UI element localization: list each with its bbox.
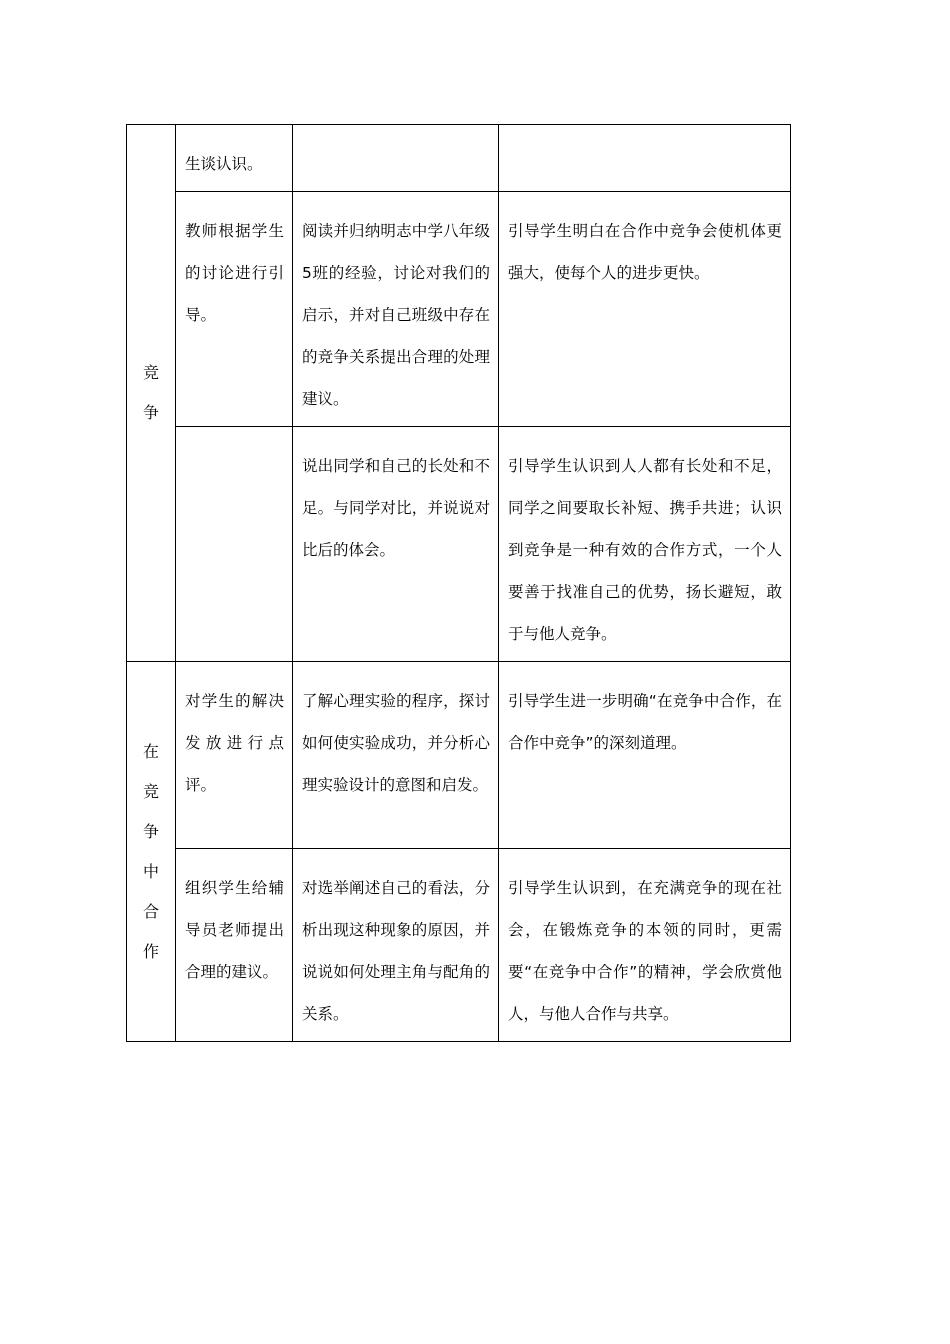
section-label-cooperation: 在竞争中合作: [127, 662, 176, 1042]
teacher-activity-cell: [176, 427, 293, 662]
teacher-activity-cell: 对学生的解决发放进行点评。: [176, 662, 293, 849]
design-intent-cell: 引导学生明白在合作中竞争会使机体更强大，使每个人的进步更快。: [499, 192, 791, 427]
table-row: [127, 125, 791, 192]
table-row: [127, 427, 791, 662]
teacher-activity-cell: 生谈认识。: [176, 125, 293, 192]
lesson-plan-table: [126, 124, 791, 1042]
table-row: [127, 192, 791, 427]
student-activity-cell: [293, 125, 499, 192]
teacher-activity-cell: 组织学生给辅导员老师提出合理的建议。: [176, 849, 293, 1042]
student-activity-cell: 说出同学和自己的长处和不足。与同学对比，并说说对比后的体会。: [293, 427, 499, 662]
section-label-competition: 竞争: [127, 125, 176, 662]
design-intent-cell: [499, 125, 791, 192]
student-activity-cell: 对选举阐述自己的看法，分析出现这种现象的原因，并说说如何处理主角与配角的关系。: [293, 849, 499, 1042]
table-row: [127, 662, 791, 849]
design-intent-cell: 引导学生认识到人人都有长处和不足，同学之间要取长补短、携手共进；认识到竞争是一种有效的合作方式，一个人要善于找准自己的优势，扬长避短，敢于与他人竞争。: [499, 427, 791, 662]
student-activity-cell: 了解心理实验的程序，探讨如何使实验成功，并分析心理实验设计的意图和启发。: [293, 662, 499, 849]
design-intent-cell: 引导学生认识到，在充满竞争的现在社会，在锻炼竞争的本领的同时，更需要“在竞争中合作”的精神，学会欣赏他人，与他人合作与共享。: [499, 849, 791, 1042]
table-row: [127, 849, 791, 1042]
student-activity-cell: 阅读并归纳明志中学八年级5班的经验，讨论对我们的启示，并对自己班级中存在的竞争关系提出合理的处理建议。: [293, 192, 499, 427]
design-intent-cell: 引导学生进一步明确“在竞争中合作，在合作中竞争”的深刻道理。: [499, 662, 791, 849]
teacher-activity-cell: 教师根据学生的讨论进行引导。: [176, 192, 293, 427]
